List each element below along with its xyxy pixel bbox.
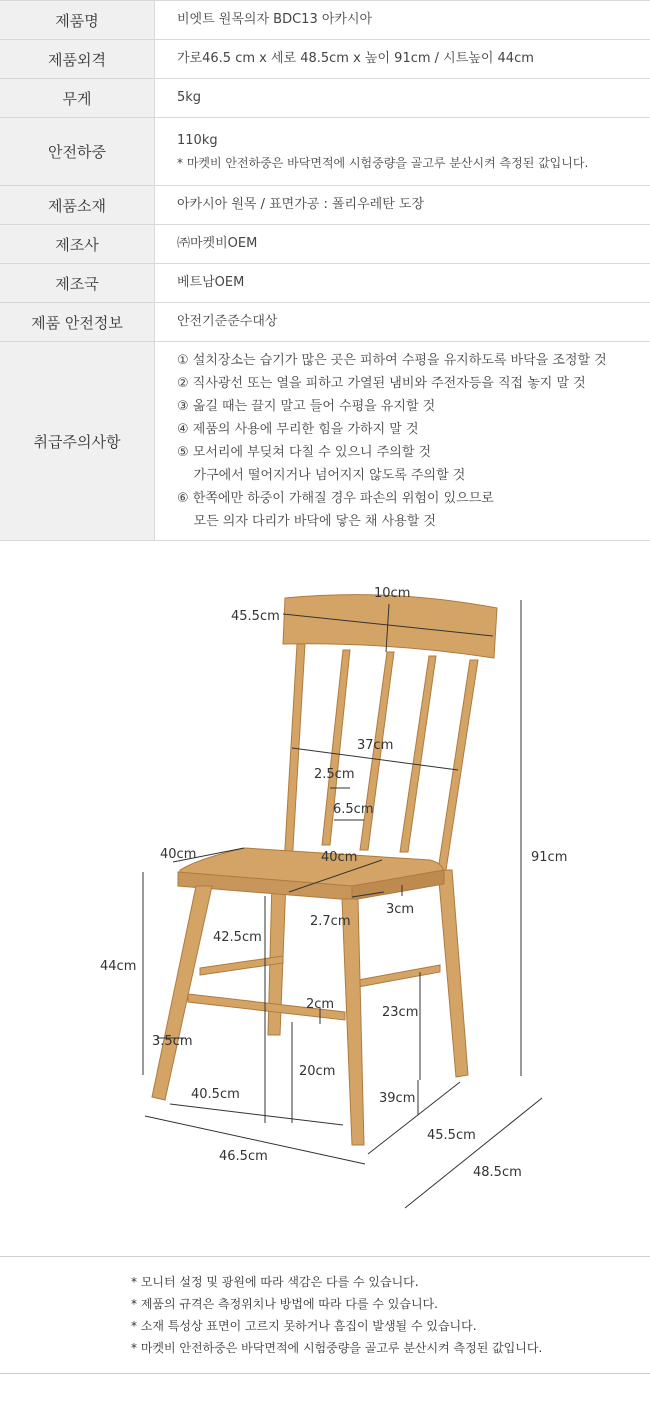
list-item: ② 직사광선 또는 열을 피하고 가열된 냄비와 주전자등을 직접 놓지 말 것	[177, 376, 586, 391]
dim-label: 40.5cm	[191, 1087, 240, 1102]
spindle	[438, 660, 478, 870]
row-label: 제품소재	[0, 186, 155, 225]
table-row	[0, 40, 650, 79]
row-label: 제품외격	[0, 40, 155, 79]
chair-illustration	[0, 540, 650, 1256]
list-item: * 모니터 설정 및 광원에 따라 색감은 다를 수 있습니다.	[131, 1275, 419, 1289]
table-row	[0, 264, 650, 303]
table-row	[0, 186, 650, 225]
dim-label: 45.5cm	[427, 1128, 476, 1143]
list-item: 가구에서 떨어지거나 넘어지지 않도록 주의할 것	[177, 468, 466, 483]
row-label: 제조사	[0, 225, 155, 264]
dim-label: 91cm	[531, 850, 568, 865]
dim-label: 37cm	[357, 738, 394, 753]
dim-label: 6.5cm	[333, 802, 374, 817]
list-item: ① 설치장소는 습기가 많은 곳은 피하여 수평을 유지하도록 바닥을 조정할 것	[177, 353, 607, 368]
notes-list	[0, 1257, 650, 1359]
row-value: 가로46.5 cm x 세로 48.5cm x 높이 91cm / 시트높이 44cm	[155, 40, 650, 79]
chair-drawing	[152, 595, 497, 1145]
row-label: 취급주의사항	[0, 342, 155, 541]
chair-dimension-diagram	[0, 540, 650, 1256]
row-value: 안전기준준수대상	[155, 303, 650, 342]
table-row	[0, 118, 650, 186]
dim-label: 46.5cm	[219, 1149, 268, 1164]
dim-label: 45.5cm	[231, 609, 280, 624]
row-label: 무게	[0, 79, 155, 118]
dim-label: 42.5cm	[213, 930, 262, 945]
dim-label: 2cm	[306, 997, 335, 1012]
row-value	[155, 118, 650, 186]
footer-notes	[0, 1256, 650, 1374]
row-value: 5kg	[155, 79, 650, 118]
spec-table	[0, 0, 650, 541]
table-row	[0, 79, 650, 118]
safe-load-value: 110kg	[177, 132, 218, 148]
table-row	[0, 342, 650, 541]
table-row	[0, 225, 650, 264]
stretcher	[358, 965, 440, 987]
dim-label: 44cm	[100, 959, 137, 974]
back-rest	[283, 595, 497, 658]
row-label: 제품명	[0, 1, 155, 40]
dim-label: 23cm	[382, 1005, 419, 1020]
dim-line	[405, 1098, 542, 1208]
row-value: ㈜마켓비OEM	[155, 225, 650, 264]
dim-label: 48.5cm	[473, 1165, 522, 1180]
rear-leg-right	[438, 870, 468, 1077]
dim-label: 39cm	[379, 1091, 416, 1106]
row-value: 베트남OEM	[155, 264, 650, 303]
list-item: * 마켓비 안전하중은 바닥면적에 시험중량을 골고루 분산시켜 측정된 값입니다.	[131, 1341, 543, 1355]
list-item: ④ 제품의 사용에 무리한 힘을 가하지 말 것	[177, 422, 419, 437]
dim-label: 3.5cm	[152, 1034, 193, 1049]
list-item: ⑤ 모서리에 부딪쳐 다칠 수 있으니 주의할 것	[177, 445, 432, 460]
dim-label: 40cm	[160, 847, 197, 862]
row-label: 안전하중	[0, 118, 155, 186]
front-leg-right	[342, 899, 364, 1145]
dim-label: 40cm	[321, 850, 358, 865]
dim-label: 10cm	[374, 586, 411, 601]
list-item: ⑥ 한쪽에만 하중이 가해질 경우 파손의 위험이 있으므로	[177, 491, 494, 506]
dim-label: 3cm	[386, 902, 415, 917]
table-row	[0, 1, 650, 40]
spindle	[284, 644, 305, 865]
safe-load-note: * 마켓비 안전하중은 바닥면적에 시험중량을 골고루 분산시켜 측정된 값입니다.	[177, 155, 589, 170]
spindle	[400, 656, 436, 852]
dim-label: 2.7cm	[310, 914, 351, 929]
dim-label: 20cm	[299, 1064, 336, 1079]
row-label: 제조국	[0, 264, 155, 303]
care-instructions	[155, 342, 650, 541]
list-item: ③ 옮길 때는 끌지 말고 들어 수평을 유지할 것	[177, 399, 436, 414]
front-leg-left	[152, 886, 212, 1100]
row-value: 비엣트 원목의자 BDC13 아카시아	[155, 1, 650, 40]
dim-label: 2.5cm	[314, 767, 355, 782]
row-value: 아카시아 원목 / 표면가공 : 폴리우레탄 도장	[155, 186, 650, 225]
list-item: * 소재 특성상 표면이 고르지 못하거나 흠집이 발생될 수 있습니다.	[131, 1319, 477, 1333]
list-item: 모든 의자 다리가 바닥에 닿은 채 사용할 것	[177, 514, 436, 529]
table-row	[0, 303, 650, 342]
list-item: * 제품의 규격은 측정위치나 방법에 따라 다를 수 있습니다.	[131, 1297, 438, 1311]
dim-line	[170, 1104, 343, 1125]
care-list	[177, 349, 650, 533]
row-label: 제품 안전정보	[0, 303, 155, 342]
